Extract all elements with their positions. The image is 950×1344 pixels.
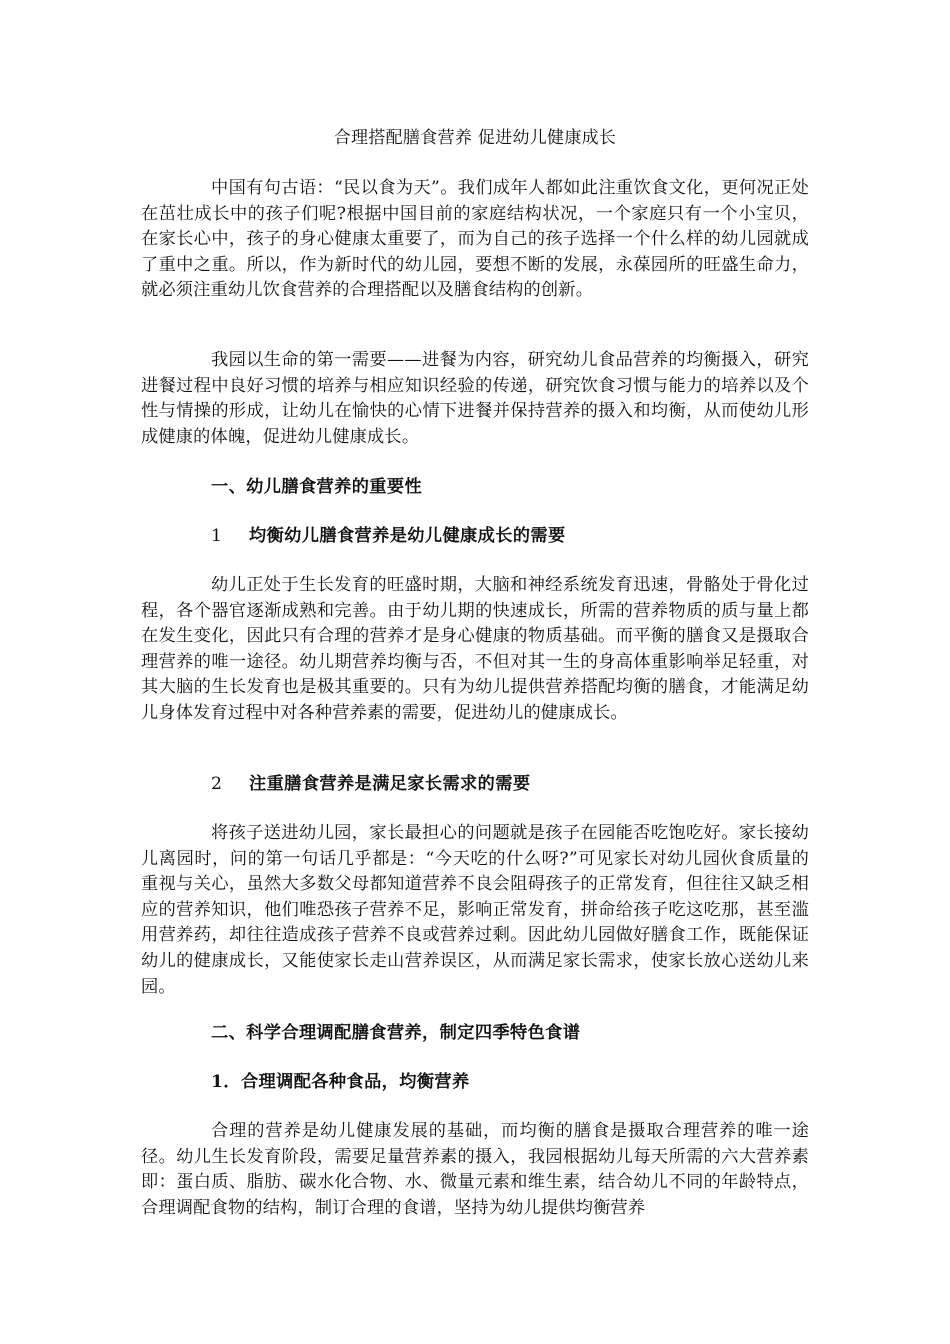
subsection-heading-1-2 (211, 772, 811, 797)
subsection-title: 均衡幼儿膳食营养是幼儿健康成长的需要 (249, 526, 566, 546)
subsection-title: 合理调配各种食品，均衡营养 (240, 1072, 470, 1092)
paragraph-intro: 中国有句古语：“民以食为天”。我们成年人都如此注重饮食文化，更何况正处在茁壮成长中的孩子们呢?根据中国目前的家庭结构状况，一个家庭只有一个小宝贝，在家长心中，孩子的身心健康太重要了，而为自己的孩子选择一个什么样的幼儿园就成了重中之重。所以，作为新时代的幼儿园，要想不断的发展，永葆园所的旺盛生命力，就必须注重幼儿饮食营养的合理搭配以及膳食结构的创新。 (141, 178, 809, 301)
paragraph-approach: 我园以生命的第一需要——进餐为内容，研究幼儿食品营养的均衡摄入，研究进餐过程中良好习惯的培养与相应知识经验的传递，研究饮食习惯与能力的培养以及个性与情操的形成，让幼儿在愉快的心情下进餐并保持营养的摄入和均衡，从而使幼儿形成健康的体魄，促进幼儿健康成长。 (141, 350, 809, 447)
subsection-number: 1． (211, 1072, 241, 1092)
section-heading-1: 一、幼儿膳食营养的重要性 (211, 477, 423, 497)
subsection-title: 注重膳食营养是满足家长需求的需要 (249, 774, 531, 794)
document-title: 合理搭配膳食营养 促进幼儿健康成长 (333, 128, 617, 148)
paragraph-importance: 幼儿正处于生长发育的旺盛时期，大脑和神经系统发育迅速，骨骼处于骨化过程，各个器官逐渐成熟和完善。由于幼儿期的快速成长，所需的营养物质的质与量上都在发生变化，因此只有合理的营养才是身心健康的物质基础。而平衡的膳食又是摄取合理营养的唯一途径。幼儿期营养均衡与否，不但对其一生的身高体重影响举足轻重，对其大脑的生长发育也是极其重要的。只有为幼儿提供营养搭配均衡的膳食，才能满足幼儿身体发育过程中对各种营养素的需要，促进幼儿的健康成长。 (141, 575, 809, 723)
subsection-heading-1-1 (211, 524, 811, 549)
paragraph-balanced-nutrition: 合理的营养是幼儿健康发展的基础，而均衡的膳食是摄取合理营养的唯一途径。幼儿生长发育阶段，需要足量营养素的摄入，我园根据幼儿每天所需的六大营养素即：蛋白质、脂肪、碳水化合物、水、微量元素和维生素，结合幼儿不同的年龄特点，合理调配食物的结构，制订合理的食谱，坚持为幼儿提供均衡营养 (141, 1121, 809, 1218)
subsection-number: 1 (211, 526, 223, 546)
subsection-heading-2-1 (211, 1070, 811, 1095)
subsection-number: 2 (211, 774, 223, 794)
section-heading-2: 二、科学合理调配膳食营养，制定四季特色食谱 (211, 1023, 581, 1043)
paragraph-parents: 将孩子送进幼儿园，家长最担心的问题就是孩子在园能否吃饱吃好。家长接幼儿离园时，问的第一句话几乎都是：“今天吃的什么呀?”可见家长对幼儿园伙食质量的重视与关心，虽然大多数父母都知道营养不良会阻碍孩子的正常发育，但往往又缺乏相应的营养知识，他们唯恐孩子营养不足，影响正常发育，拼命给孩子吃这吃那，甚至滥用营养药，却往往造成孩子营养不良或营养过剩。因此幼儿园做好膳食工作，既能保证幼儿的健康成长，又能使家长走山营养误区，从而满足家长需求，使家长放心送幼儿来园。 (141, 823, 809, 997)
